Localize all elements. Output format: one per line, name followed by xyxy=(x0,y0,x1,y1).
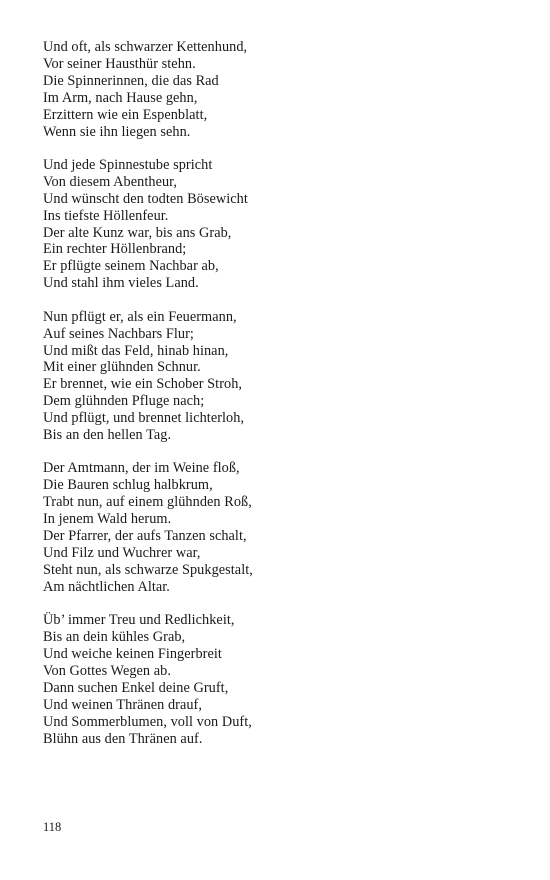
poem-line: Wenn sie ihn liegen sehn. xyxy=(43,123,191,140)
poem-line: Blühn aus den Thränen auf. xyxy=(43,730,203,747)
poem-line: Dem glühnden Pfluge nach; xyxy=(43,393,205,410)
poem-line: Üb’ immer Treu und Redlichkeit, xyxy=(43,612,235,629)
poem-line: Und Filz und Wuchrer war, xyxy=(43,544,201,561)
poem-line: Und weiche keinen Fingerbreit xyxy=(43,646,222,662)
poem-line: Vor seiner Hausthür stehn. xyxy=(43,55,196,72)
poem-line: Und stahl ihm vieles Land. xyxy=(43,275,199,292)
stanza-2 xyxy=(43,157,523,292)
poem-line: Auf seines Nachbars Flur; xyxy=(43,325,194,342)
poem-line: Der Pfarrer, der aufs Tanzen schalt, xyxy=(43,528,247,545)
poem-line: Und jede Spinnestube spricht xyxy=(43,156,213,173)
poem-line: Und oft, als schwarzer Kettenhund, xyxy=(43,39,248,55)
poem-line: Und Sommerblumen, voll von Duft, xyxy=(43,713,252,730)
stanza-5 xyxy=(43,612,523,747)
poem-line: Und mißt das Feld, hinab hinan, xyxy=(43,342,229,359)
poem-line: Und pflügt, und brennet lichterloh, xyxy=(43,410,245,427)
stanza-3 xyxy=(43,309,523,444)
poem-line: Dann suchen Enkel deine Gruft, xyxy=(43,679,229,696)
poem-line: Steht nun, als schwarze Spukgestalt, xyxy=(43,561,253,578)
page-number: 118 xyxy=(43,820,62,834)
poem-line: Von diesem Abentheur, xyxy=(43,173,178,190)
poem-line: Der Amtmann, der im Weine floß, xyxy=(43,460,240,477)
poem-line: Der alte Kunz war, bis ans Grab, xyxy=(43,224,232,241)
poem-line: Erzittern wie ein Espenblatt, xyxy=(43,106,208,123)
poem-line: Und weinen Thränen drauf, xyxy=(43,696,202,713)
poem-line: Bis an den hellen Tag. xyxy=(43,427,172,444)
poem-line: Die Bauren schlug halbkrum, xyxy=(43,477,213,494)
poem-line: Ins tiefste Höllenfeur. xyxy=(43,207,169,224)
stanza-4 xyxy=(43,460,523,595)
poem-line: Die Spinnerinnen, die das Rad xyxy=(43,72,219,89)
poem-line: Von Gottes Wegen ab. xyxy=(43,662,171,679)
stanza-1 xyxy=(43,39,523,140)
poem-line: Er brennet, wie ein Schober Stroh, xyxy=(43,376,243,393)
poem-line: Trabt nun, auf einem glühnden Roß, xyxy=(43,494,252,511)
poem-line: Am nächtlichen Altar. xyxy=(43,578,170,595)
poem-line: Und wünscht den todten Bösewicht xyxy=(43,190,248,207)
poem-line: Bis an dein kühles Grab, xyxy=(43,629,186,646)
poem-body xyxy=(43,39,523,764)
poem-line: Mit einer glühnden Schnur. xyxy=(43,359,201,376)
poem-line: In jenem Wald herum. xyxy=(43,511,172,528)
poem-line: Nun pflügt er, als ein Feuermann, xyxy=(43,308,237,325)
poem-line: Er pflügte seinem Nachbar ab, xyxy=(43,258,219,275)
poem-line: Ein rechter Höllenbrand; xyxy=(43,241,187,258)
poem-line: Im Arm, nach Hause gehn, xyxy=(43,89,198,106)
